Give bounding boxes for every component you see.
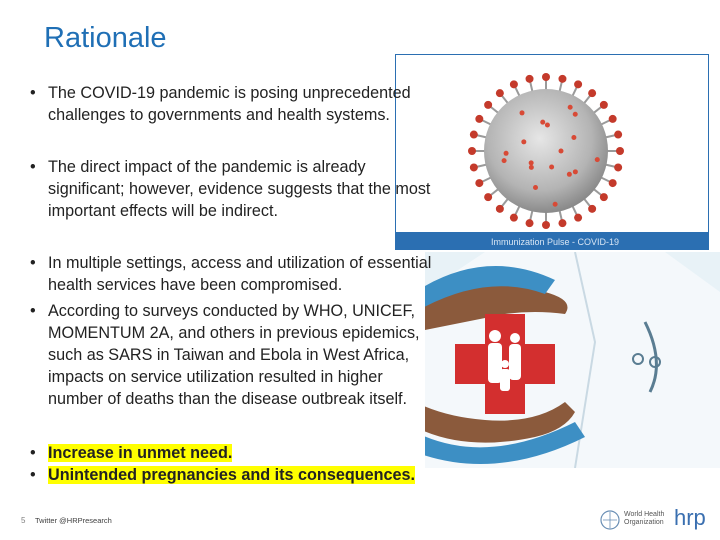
who-line-2: Organization [624,519,664,526]
doctor-cross-image [425,252,720,468]
bullet-dot: • [30,254,36,272]
bullet-text: In multiple settings, access and utilization of essential health services have been compromised. [48,254,432,294]
coronavirus-illustration [396,55,709,250]
bullet-item [30,464,440,486]
slide-number: 5 [21,516,26,525]
bullet-dot: • [30,466,36,484]
who-line-1: World Health [624,511,665,518]
page-title: Rationale [44,22,167,54]
image-caption: Immunization Pulse - COVID-19 [491,237,620,247]
highlighted-text: Increase in unmet need. [48,444,233,462]
twitter-handle: Twitter @HRPresearch [35,516,112,525]
bullet-dot: • [30,158,36,176]
bullet-text: According to surveys conducted by WHO, UNICEF, MOMENTUM 2A, and others in previous epidemics, such as SARS in Taiwan and Ebola in West Africa, impacts on service utilization resulted in higher number of deaths than the disease outbreak itself. [48,302,420,408]
doctor-hands-cross-illustration [425,252,720,468]
bullet-item [30,156,440,222]
bullet-item [30,252,440,296]
bullet-dot: • [30,84,36,102]
bullet-text: The direct impact of the pandemic is already significant; however, evidence suggests that the most important effects will be indirect. [48,158,431,220]
bullet-item [30,442,440,464]
highlighted-text: Unintended pregnancies and its consequences. [48,466,416,484]
who-logo-text [624,511,664,527]
hrp-logo: hrp [674,505,706,530]
coronavirus-image [395,54,709,250]
bullet-item [30,82,440,126]
bullet-text: The COVID-19 pandemic is posing unprecedented challenges to governments and health systems. [48,84,411,124]
bullet-item [30,300,440,410]
bullet-dot: • [30,444,36,462]
bullet-dot: • [30,302,36,320]
